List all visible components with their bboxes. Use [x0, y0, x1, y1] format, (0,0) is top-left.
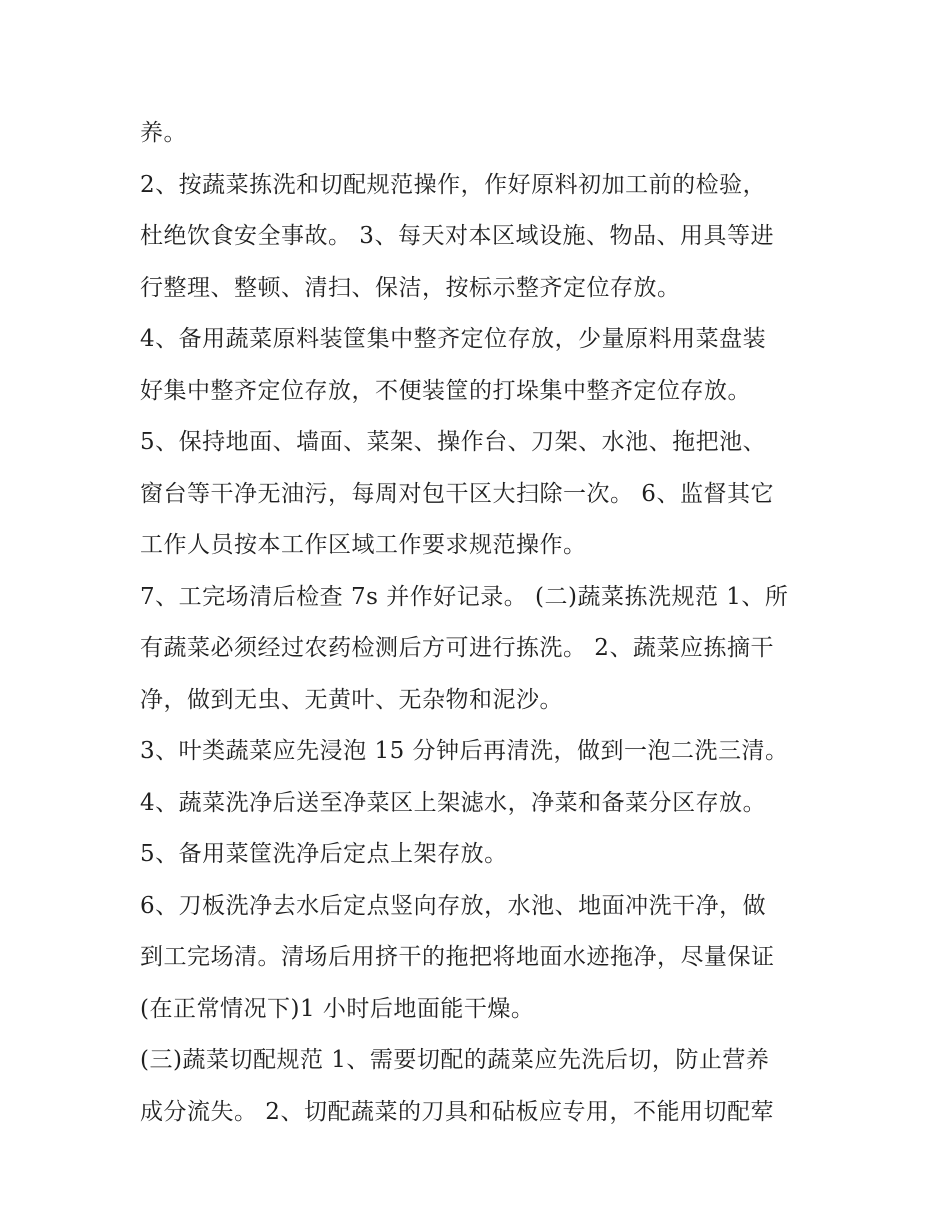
document-body: [140, 108, 820, 1138]
text-line: 7、工完场清后检查 7s 并作好记录。 (二)蔬菜拣洗规范 1、所: [140, 583, 789, 610]
text-line: (三)蔬菜切配规范 1、需要切配的蔬菜应先洗后切，防止营养: [140, 1047, 770, 1073]
text-line: 成分流失。 2、切配蔬菜的刀具和砧板应专用，不能用切配荤: [140, 1098, 774, 1125]
text-line: 有蔬菜必须经过农药检测后方可进行拣洗。 2、蔬菜应拣摘干: [140, 635, 774, 661]
text-line: 杜绝饮食安全事故。 3、每天对本区域设施、物品、用具等进: [140, 223, 774, 249]
text-line: 好集中整齐定位存放，不便装筐的打垛集中整齐定位存放。: [140, 377, 751, 404]
text-line: 5、备用菜筐洗净后定点上架存放。: [140, 841, 508, 867]
text-line: 4、备用蔬菜原料装筐集中整齐定位存放，少量原料用菜盘装: [140, 326, 767, 352]
text-line: 2、按蔬菜拣洗和切配规范操作，作好原料初加工前的检验，: [140, 171, 767, 198]
text-line: 净，做到无虫、无黄叶、无杂物和泥沙。: [140, 686, 563, 713]
text-line: 6、刀板洗净去水后定点竖向存放，水池、地面冲洗干净，做: [140, 892, 767, 919]
text-line: 窗台等干净无油污，每周对包干区大扫除一次。 6、监督其它: [140, 480, 774, 507]
text-line: (在正常情况下)1 小时后地面能干燥。: [140, 995, 535, 1022]
text-line: 到工完场清。清场后用挤干的拖把将地面水迹拖净，尽量保证: [140, 944, 775, 970]
text-line: 4、蔬菜洗净后送至净菜区上架滤水，净菜和备菜分区存放。: [140, 789, 767, 816]
text-line: 工作人员按本工作区域工作要求规范操作。: [140, 532, 587, 558]
text-line: 养。: [140, 120, 187, 146]
text-line: 行整理、整顿、清扫、保洁，按标示整齐定位存放。: [140, 274, 681, 301]
text-line: 3、叶类蔬菜应先浸泡 15 分钟后再清洗，做到一泡二洗三清。: [140, 738, 789, 764]
text-line: 5、保持地面、墙面、菜架、操作台、刀架、水池、拖把池、: [140, 429, 767, 455]
